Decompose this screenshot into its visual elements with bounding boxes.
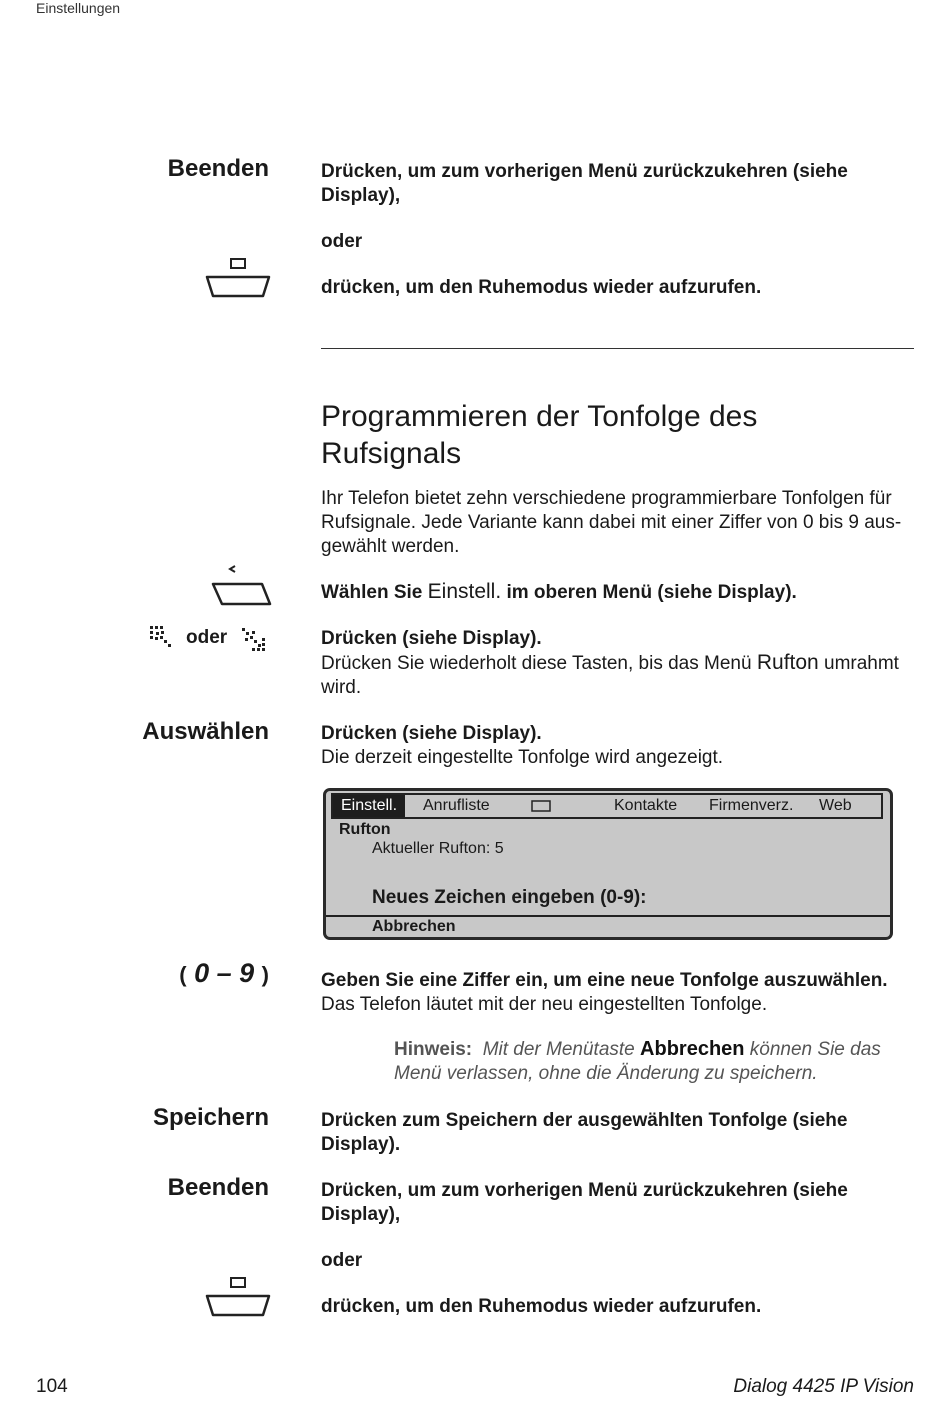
display-menu-firmenverz: Firmenverz. — [709, 797, 794, 814]
running-header: Einstellungen — [36, 0, 121, 16]
phone-display — [323, 788, 893, 940]
nav-oder-text: oder — [186, 627, 228, 648]
display-menu-web: Web — [819, 797, 852, 814]
display-menu-bar — [331, 793, 883, 819]
key-label-beenden-2: Beenden — [167, 1174, 269, 1201]
section-intro: Ihr Telefon bietet zehn verschiedene programmierbare Tonfolgen für Rufsignale. Jede Variante kann dabei mit einer Ziffer von 0 bis 9 ausgewählt werden. — [321, 488, 902, 557]
display-prompt: Neues Zeichen eingeben (0-9): — [372, 887, 647, 908]
idle-instruction-2: drücken, um den Ruhemodus wieder aufzurufen. — [321, 1296, 762, 1317]
digit-keys-label: ( 0 – 9 ) — [179, 958, 269, 988]
envelope-icon — [531, 800, 551, 812]
display-menu-kontakte: Kontakte — [614, 797, 678, 814]
display-softkey-abbrechen: Abbrechen — [372, 918, 456, 935]
display-title: Rufton — [339, 821, 391, 838]
display-menu-einstell: Einstell. — [333, 795, 405, 817]
display-current-rufton: Aktueller Rufton: 5 — [372, 840, 504, 857]
key-label-auswaehlen: Auswählen — [142, 718, 269, 745]
step-select-einstell: Wählen Sie Einstell. im oberen Menü (siehe Display). — [321, 580, 797, 603]
page-number: 104 — [36, 1376, 68, 1397]
step-auswaehlen: Drücken (siehe Display). Die derzeit eingestellte Tonfolge wird angezeigt. — [321, 723, 724, 768]
idle-instruction: drücken, um den Ruhemodus wieder aufzurufen. — [321, 277, 762, 298]
home-key-icon — [204, 1275, 272, 1321]
navigate-down-right-icon — [240, 626, 268, 654]
section-title: Programmieren der Tonfolge des Rufsignals — [321, 400, 758, 470]
beenden-instruction: Drücken, um zum vorherigen Menü zurückzukehren (siehe Display), — [321, 161, 848, 206]
menu-item-ref: Einstell. — [427, 580, 502, 603]
hint-note: Hinweis: Mit der Menütaste Abbrechen können Sie das Menü verlassen, ohne die Änderung zu speichern. — [394, 1038, 881, 1084]
key-label-beenden: Beenden — [167, 155, 269, 182]
speichern-instruction: Drücken zum Speichern der ausgewählten Tonfolge (siehe Display). — [321, 1110, 848, 1155]
step-enter-digit: Geben Sie eine Ziffer ein, um eine neue Tonfolge auszuwählen. Das Telefon läutet mit der neu eingestellten Tonfolge. — [321, 970, 888, 1015]
oder-text: oder — [321, 231, 363, 252]
home-key-icon — [204, 256, 272, 302]
beenden-instruction-2: Drücken, um zum vorherigen Menü zurückzukehren (siehe Display), — [321, 1180, 848, 1225]
oder-text-2: oder — [321, 1250, 363, 1271]
navigate-up-left-icon — [148, 624, 176, 652]
key-label-speichern: Speichern — [152, 1104, 269, 1131]
step-navigate-rufton: Drücken (siehe Display). Drücken Sie wiederholt diese Tasten, bis das Menü Rufton umrahmt wird. — [321, 628, 899, 698]
display-menu-anrufliste: Anrufliste — [423, 797, 490, 814]
navigation-keys — [148, 624, 270, 654]
product-name: Dialog 4425 IP Vision — [733, 1376, 914, 1397]
section-divider — [321, 348, 914, 349]
display-softkey-divider — [326, 915, 890, 917]
left-key-icon — [210, 562, 274, 608]
